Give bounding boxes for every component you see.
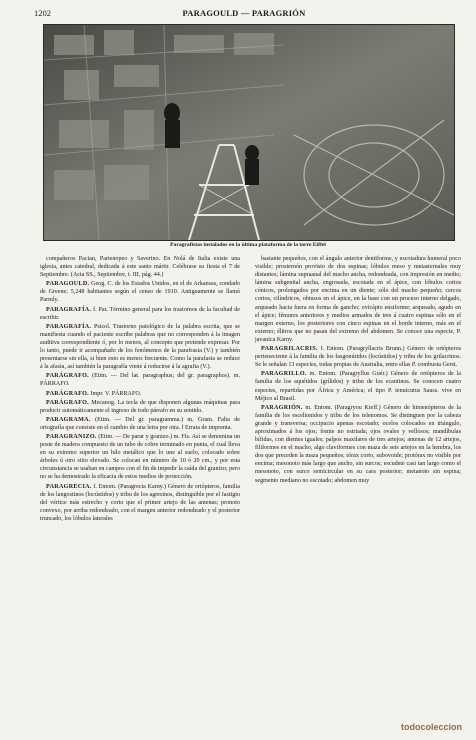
- entry-body: f. Entom. (Paragryllacris Brunn.) Género de ortópteros perteneciente á la familia de los fasgonúridos (locústidos) y tribu de los grilacrinos. Se le señalan 13 especies, todas propias de Australia, entre ellas P. combusta Gerst.: [255, 346, 461, 369]
- dictionary-entry: [255, 404, 461, 485]
- entry-headword: PARAGRECIA.: [46, 483, 92, 490]
- entry-body: Mecanog. La tecla de que disponen algunas máquinas para producir automáticamente el ingreso de todo párrafo en su sentido.: [40, 399, 240, 414]
- dictionary-entry: [40, 390, 240, 398]
- entry-body: compañeros Pacian, Partenopeo y Saverino. En Nolá de Italia existe una iglesia, antes catedral, dedicada á este santo mártir. Celébrase su fiesta el 7 de Septiembre. (Acta SS., Septiembre, t. III, pág. 44.): [40, 256, 240, 279]
- entry-headword: PARÁGRAFO.: [46, 390, 89, 397]
- entry-headword: PARAGRAMA.: [46, 416, 91, 423]
- entry-body: f. Pat. Término general para los trastornos de la facultad de escribir.: [40, 306, 240, 321]
- page-header: [34, 8, 454, 20]
- dictionary-entry: [255, 255, 461, 344]
- running-title: PARAGOULD — PARAGRIÓN: [182, 8, 306, 18]
- right-text-column: [255, 254, 461, 485]
- entry-body: bastante pequeños, con el ángulo anterior dentiforme, y escotadura humeral poco visible; prosternón provisto de dos espinas; lóbulos meso y metasternales muy distantes; lámina supraanal del macho ancha, redondeada, con impresión en medio; lámina subgenital ancha, engrosada, escotada en el ápice, con lóbulos cortos cónicos, prolongados por encima en un diente; sólo del macho pequeño; cercos cortos, cilíndricos, obtusos en el ápice, en la base con un proceso interno delgado, arqueado hacia fuera en forma de gancho; ovicápto ensiforme; arqueado, agudo en el ápice; fémures anteriores y medios armados de tres á cuatro espinas sólo en el margen externo, los posteriores con cinco espinas en el borde interno, más en el externo; élitros que no pasan del extremo del abdomen. Se conoce una especie, P. javanica Karny.: [255, 256, 461, 343]
- dictionary-entry: [40, 255, 240, 279]
- entry-body: Impr. V. PÁRRAFO.: [90, 390, 142, 397]
- entry-headword: PARAGOULD.: [46, 281, 90, 288]
- entry-headword: PARAGRAFÍA.: [46, 306, 92, 313]
- dictionary-entry: [40, 416, 240, 432]
- eiffel-tower-photograph: [43, 24, 455, 241]
- entry-body: m. Entom. (Paragryllus Guér.) Género de ortópteros de la familia de los aquétidos (grílidos) y tribu de los ecantinos. Se conocen cuatro especies, repartidas por África y América; el tipo P. tenuicutus Sauss. vive en Méjico al Brasil.: [255, 371, 461, 402]
- dictionary-entry: [255, 345, 461, 369]
- entry-headword: PARAGRILACRIS.: [261, 346, 318, 353]
- entry-headword: PARAGRAFÍA.: [46, 323, 92, 330]
- dictionary-entry: [40, 306, 240, 322]
- entry-headword: PARAGRIÓN.: [261, 404, 303, 411]
- entry-headword: PARÁGRAFO.: [46, 373, 89, 380]
- dictionary-entry: [40, 483, 240, 523]
- watermark-logo: todocoleccion: [400, 722, 462, 732]
- entry-headword: PARAGRANIZO.: [46, 433, 97, 440]
- entry-body: Geog. C. de los Estados Unidos, en el de Arkansas, condado de Greene; 5,248 habitantes según el censo de 1910. Antiguamente se llamó Parmly.: [40, 281, 240, 304]
- page-number: 1202: [34, 8, 51, 18]
- dictionary-entry: [255, 370, 461, 402]
- dictionary-entry: [40, 323, 240, 372]
- left-text-column: [40, 254, 240, 523]
- dictionary-entry: [40, 280, 240, 304]
- entry-body: Psicol. Trastorno patológico de la palabra escrita, que se manifiesta cuando el paciente escribe palabras que no corresponden á la imagen auditiva correspondiente ó, por lo menos, al concepto que pretende expresar. Por lo tanto, puede ir acompañado de los fenómenos de la parafrasia (V.) y también presentarse sin ella, si bien esto es menos frecuente. Como la parafasia se reduce á la afasia, así también la paragrafía viene á reducirse á la agrafia (V.).: [40, 323, 240, 371]
- entry-body: (Etim. — Del lat. paragraphus; del gr. paragraphos). m. PÁRRAFO.: [40, 373, 240, 388]
- entry-body: f. Entom. (Paragrecia Karny.) Género de ortópteros, familia de los langostinos (locústidos) y tribu de los agresinos, distinguible por el fastigio del vértice más estrecho y corto que el primer artejo de las antenas; pronoto convexo, por arriba redondeado, con el margen anterior redondeado y el posterior truncado, los lóbulos laterales: [40, 483, 240, 522]
- entry-headword: PARAGRILLO.: [261, 371, 307, 378]
- entry-headword: PARÁGRAFO.: [46, 399, 89, 406]
- dictionary-entry: [40, 433, 240, 482]
- entry-body: (Etim. — De parar y granizo.) m. Fís. Así se denomina un poste de madera compuesto de un tubo de cobre terminado en punta, el cual lleva en su extremo superior un hilo metálico que lo une al suelo, colocado sobre árboles ú otro sitio elevado. Se colocan en número de 10 ó 20 cm., y por esta circunstancia se usaban en campos con el fin de impedir la caída del granizo; pero no se ha demostrado la eficacia de estos medios de protección.: [40, 433, 240, 481]
- photo-caption: Paragrafistas instalados en la última plataforma de la torre Eiffel: [170, 242, 326, 248]
- aerial-view-illustration: [44, 25, 454, 240]
- dictionary-entry: [40, 399, 240, 415]
- entry-body: (Etim. — Del gr. paragramma.) m. Gram. Falta de ortografía que consiste en el cambio de una letra por otra. ‖ Errata de imprenta.: [40, 416, 240, 431]
- dictionary-entry: [40, 372, 240, 388]
- entry-body: m. Entom. (Paragryou Kieff.) Género de himenópteros de la familia de los escelionidos y tribu de los telenomos. Se distinguen por la cabeza grande y transversa; occipucio apenas escotado; ocelos colocados en triángulo, aproximados á los ojos; frente no estriada; ojos ovales y vellosos; mandíbulas bífidas, con dientes iguales; palpos maxilares de tres artejos; antenas de 12 artejos, filiformes en el macho, algo claviformes con maza de seis artejos en la hembra, los dos que preceden la maza pequeños; tórax corto, subovoide; protórax no visible por encima; mesonoto más largo que ancho, sin surcos; escudete casi tan largo como el mesonoto, con surco semicircular en su cara posterior; metanoto sin espina; segmento mediano no escotado; abdomen muy: [255, 404, 461, 484]
